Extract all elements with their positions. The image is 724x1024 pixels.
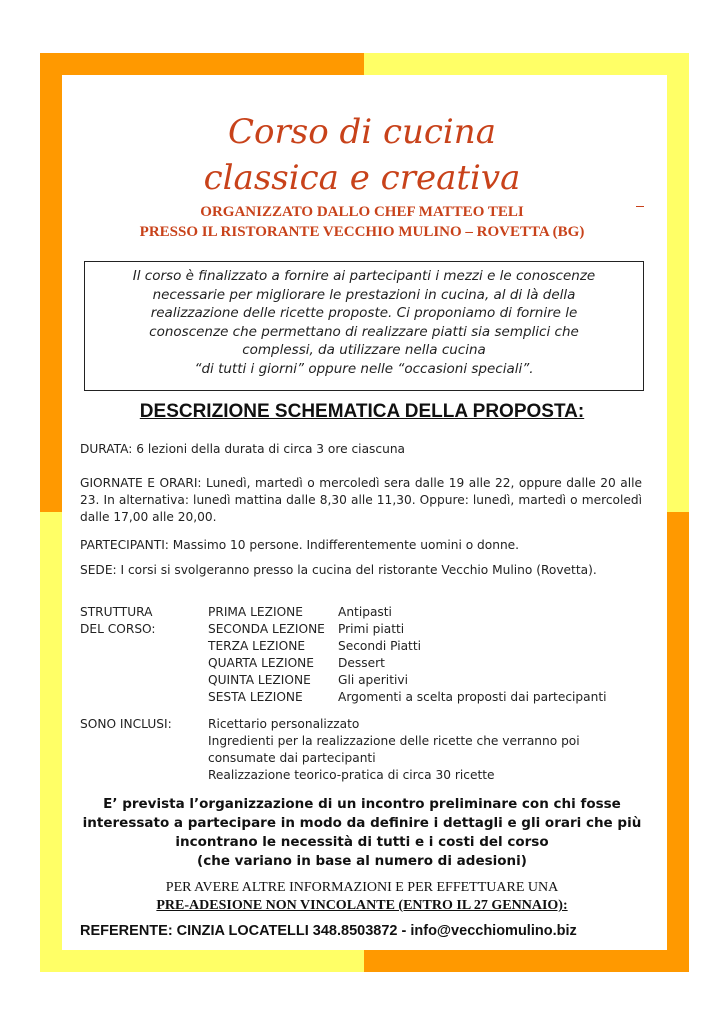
inclusi-item: Ingredienti per la realizzazione delle ricette che verranno poi	[208, 734, 580, 748]
notice-line: interessato a partecipare in modo da definire i dettagli e gli orari che più	[82, 815, 642, 831]
notice-line: E’ prevista l’organizzazione di un incontro preliminare con chi fosse	[103, 796, 621, 812]
intro-box	[84, 261, 644, 391]
durata-text: DURATA: 6 lezioni della durata di circa 3 ore ciascuna	[80, 442, 406, 456]
referente-contact: REFERENTE: CINZIA LOCATELLI 348.8503872 - info@vecchiomulino.biz	[80, 923, 577, 939]
intro-line: necessarie per migliorare le prestazioni in cucina, al di là della	[152, 286, 576, 303]
info-line: PER AVERE ALTRE INFORMAZIONI E PER EFFETTUARE UNA	[165, 880, 559, 895]
notice-line: (che variano in base al numero di adesioni)	[197, 853, 527, 869]
lesson-name: PRIMA LEZIONE	[208, 605, 303, 619]
lesson-topic: Secondi Piatti	[338, 639, 421, 653]
partecipanti-text: PARTECIPANTI: Massimo 10 persone. Indifferentemente uomini o donne.	[80, 538, 520, 552]
section-heading	[0, 400, 724, 424]
sede-text: SEDE: I corsi si svolgeranno presso la cucina del ristorante Vecchio Mulino (Rovetta).	[80, 563, 597, 577]
lesson-name: SECONDA LEZIONE	[208, 622, 325, 636]
title-line-2: classica e creativa	[203, 158, 521, 198]
decorative-dash	[636, 206, 644, 207]
inclusi-item: consumate dai partecipanti	[208, 751, 376, 765]
lesson-topic: Gli aperitivi	[338, 673, 408, 687]
corso-label: DEL CORSO:	[80, 622, 156, 636]
lesson-name: QUARTA LEZIONE	[208, 656, 314, 670]
intro-line: complessi, da utilizzare nella cucina	[242, 342, 486, 358]
lesson-name: SESTA LEZIONE	[208, 690, 303, 704]
intro-line: conoscenze che permettano di realizzare piatti sia semplici che	[149, 323, 579, 340]
struttura-label: STRUTTURA	[80, 605, 153, 619]
pre-adesione-line: PRE-ADESIONE NON VINCOLANTE (ENTRO IL 27 GENNAIO):	[156, 898, 568, 913]
subtitle-chef: ORGANIZZATO DALLO CHEF MATTEO TELI	[200, 204, 524, 220]
subtitle-restaurant: PRESSO IL RISTORANTE VECCHIO MULINO – ROVETTA (BG)	[139, 224, 585, 240]
inclusi-item: Ricettario personalizzato	[208, 717, 360, 731]
intro-line: Il corso è finalizzato a fornire ai partecipanti i mezzi e le conoscenze	[132, 268, 596, 284]
lesson-topic: Antipasti	[338, 605, 392, 619]
lesson-topic: Primi piatti	[338, 622, 405, 636]
lesson-name: QUINTA LEZIONE	[208, 673, 311, 687]
notice-line: incontrano le necessità di tutti e i costi del corso	[175, 834, 549, 850]
intro-line: realizzazione delle ricette proposte. Ci proponiamo di fornire le	[150, 305, 578, 321]
lesson-topic: Dessert	[338, 656, 385, 670]
lesson-name: TERZA LEZIONE	[208, 639, 306, 653]
intro-line: “di tutti i giorni” oppure nelle “occasioni speciali”.	[194, 360, 534, 377]
lesson-topic: Argomenti a scelta proposti dai partecipanti	[338, 690, 607, 704]
inclusi-item: Realizzazione teorico-pratica di circa 30 ricette	[208, 768, 495, 782]
title-line-1: Corso di cucina	[228, 112, 496, 152]
section-heading-text: DESCRIZIONE SCHEMATICA DELLA PROPOSTA:	[139, 401, 585, 422]
inclusi-label: SONO INCLUSI:	[80, 717, 172, 731]
giornate-text: GIORNATE E ORARI: Lunedì, martedì o mercoledì sera dalle 19 alle 22, oppure dalle 20 alle 23. In alternativa: lunedì mattina dalle 8,30 alle 11,30. Oppure: lunedì, martedì o mercoledì dalle 17,00 alle 20,00.	[80, 476, 642, 524]
